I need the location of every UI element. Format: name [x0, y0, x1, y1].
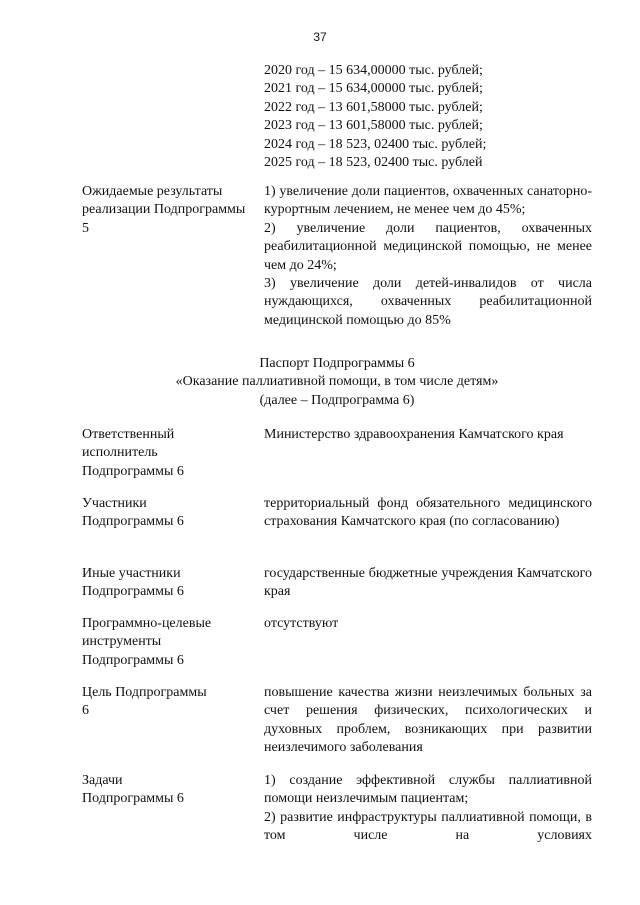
- expected-results-label: Ожидаемые результаты реализации Подпрограммы 5: [82, 184, 246, 236]
- passport-note: (далее – Подпрограмма 6): [259, 392, 415, 408]
- goal-value: повышение качества жизни неизлечимых больных за счет решения физических, психологических и духовных проблем, возникающих при развитии неизлечимого заболевания: [264, 685, 592, 756]
- funding-line: 2021 год – 15 634,00000 тыс. рублей;: [264, 81, 483, 97]
- tasks-list: [264, 772, 592, 846]
- participants-label: Участники Подпрограммы 6: [82, 496, 184, 530]
- funding-block: [264, 62, 594, 172]
- passport-title: Паспорт Подпрограммы 6: [259, 356, 415, 371]
- expected-results-list: [264, 183, 592, 330]
- funding-line: 2025 год – 18 523, 02400 тыс. рублей: [264, 155, 483, 171]
- expected-result-item: 1) увеличение доли пациентов, охваченных санаторно-курортным лечением, не менее чем до 45%;: [264, 184, 592, 218]
- executor-value: Министерство здравоохранения Камчатского края: [264, 427, 564, 442]
- instruments-value: отсутствуют: [264, 616, 339, 631]
- passport-subtitle: «Оказание паллиативной помощи, в том числе детям»: [175, 374, 499, 390]
- expected-result-item: 2) увеличение доли пациентов, охваченных реабилитационной медицинской помощью, не менее чем до 24%;: [264, 220, 592, 273]
- other-participants-value: государственные бюджетные учреждения Камчатского края: [264, 566, 592, 600]
- instruments-label: Программно-целевые инструменты Подпрограммы 6: [82, 616, 212, 668]
- expected-result-item: 3) увеличение доли детей-инвалидов от числа нуждающихся, охваченных реабилитационной медицинской помощью до 85%: [264, 276, 592, 328]
- participants-value: территориальный фонд обязательного медицинского страхования Камчатского края (по согласованию): [264, 496, 592, 530]
- funding-line: 2022 год – 13 601,58000 тыс. рублей;: [264, 99, 483, 115]
- goal-label: Цель Подпрограммы 6: [82, 685, 207, 719]
- executor-label: Ответственный исполнитель Подпрограммы 6: [82, 427, 184, 479]
- task-item: 1) создание эффективной службы паллиативной помощи неизлечимым пациентам;: [264, 773, 592, 807]
- page-number: 37: [313, 30, 327, 44]
- funding-line: 2020 год – 15 634,00000 тыс. рублей;: [264, 63, 483, 78]
- other-participants-label: Иные участники Подпрограммы 6: [82, 566, 184, 600]
- funding-line: 2023 год – 13 601,58000 тыс. рублей;: [264, 118, 483, 134]
- funding-line: 2024 год – 18 523, 02400 тыс. рублей;: [264, 136, 487, 152]
- passport-heading: [82, 355, 592, 410]
- tasks-label: Задачи Подпрограммы 6: [82, 773, 184, 807]
- task-item: 2) развитие инфраструктуры паллиативной помощи, в том числе на условиях: [264, 809, 592, 844]
